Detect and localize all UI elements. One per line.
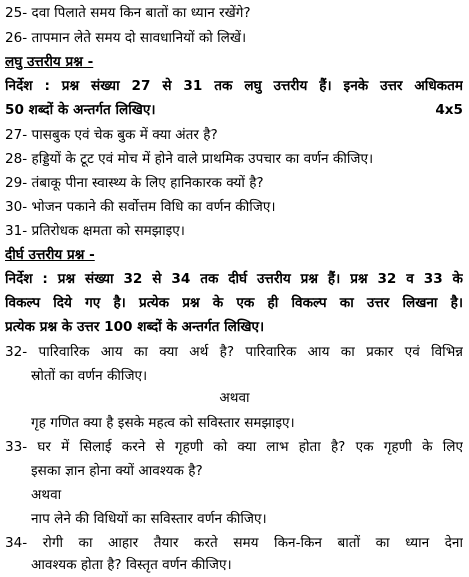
or-divider: अथवा	[31, 487, 62, 503]
section-heading-text: दीर्घ उत्तरीय प्रश्न -	[5, 247, 95, 263]
question-32-line-1: 32- पारिवारिक आय का क्या अर्थ है? पारिवारिक आय का प्रकार एवं विभिन्न	[5, 344, 463, 360]
short-answer-instruction-line-1: निर्देश : प्रश्न संख्या 27 से 31 तक लघु उत्तरीय हैं। इनके उत्तर अधिकतम	[5, 78, 463, 94]
question-32-alternative: गृह गणित क्या है इसके महत्व को सविस्तार समझाइए।	[31, 415, 295, 431]
question-29: 29- तंबाकू पीना स्वास्थ्य के लिए हानिकारक क्यों है?	[5, 175, 264, 191]
question-32-line-2: स्रोतों का वर्णन कीजिए।	[31, 368, 148, 384]
question-25: 25- दवा पिलाते समय किन बातों का ध्यान रखेंगे?	[5, 5, 251, 21]
short-answer-instruction-line-2	[5, 99, 463, 121]
question-28: 28- हड्डियों के टूट एवं मोच में होने वाले प्राथमिक उपचार का वर्णन कीजिए।	[5, 151, 374, 167]
question-30: 30- भोजन पकाने की सर्वोत्तम विधि का वर्णन कीजिए।	[5, 199, 276, 215]
section-heading-text: लघु उत्तरीय प्रश्न -	[5, 54, 94, 70]
long-answer-instruction-line-1: निर्देश : प्रश्न संख्या 32 से 34 तक दीर्घ उत्तरीय प्रश्न हैं। प्रश्न 32 व 33 के	[5, 271, 463, 287]
question-34-line-2: आवश्यक होता है? विस्तृत वर्णन कीजिए।	[31, 557, 232, 573]
or-divider: अथवा	[219, 390, 250, 406]
question-33-alternative: नाप लेने की विधियों का सविस्तार वर्णन कीजिए।	[31, 511, 267, 527]
question-33-line-2: इसका ज्ञान होना क्यों आवश्यक है?	[31, 463, 203, 479]
long-answer-instruction-line-3: प्रत्येक प्रश्न के उत्तर 100 शब्दों के अन्तर्गत लिखिए।	[5, 319, 265, 335]
long-answer-instruction-line-2: विकल्प दिये गए है। प्रत्येक प्रश्न के एक ही विकल्प का उत्तर लिखना है।	[5, 295, 463, 311]
question-31: 31- प्रतिरोधक क्षमता को समझाइए।	[5, 223, 185, 239]
instruction-text: 50 शब्दों के अन्तर्गत लिखिए।	[5, 102, 156, 118]
question-34-line-1: 34- रोगी का आहार तैयार करते समय किन-किन बातों का ध्यान देना	[5, 535, 463, 551]
question-27: 27- पासबुक एवं चेक बुक में क्या अंतर है?	[5, 127, 218, 143]
question-26: 26- तापमान लेते समय दो सावधानियों को लिखें।	[5, 30, 247, 46]
section-heading-short-answer	[5, 51, 463, 73]
question-33-line-1: 33- घर में सिलाई करने से गृहणी को क्या लाभ होता है? एक गृहणी के लिए	[5, 439, 463, 455]
section-heading-long-answer	[5, 244, 463, 266]
marks-label: 4x5	[435, 102, 463, 118]
